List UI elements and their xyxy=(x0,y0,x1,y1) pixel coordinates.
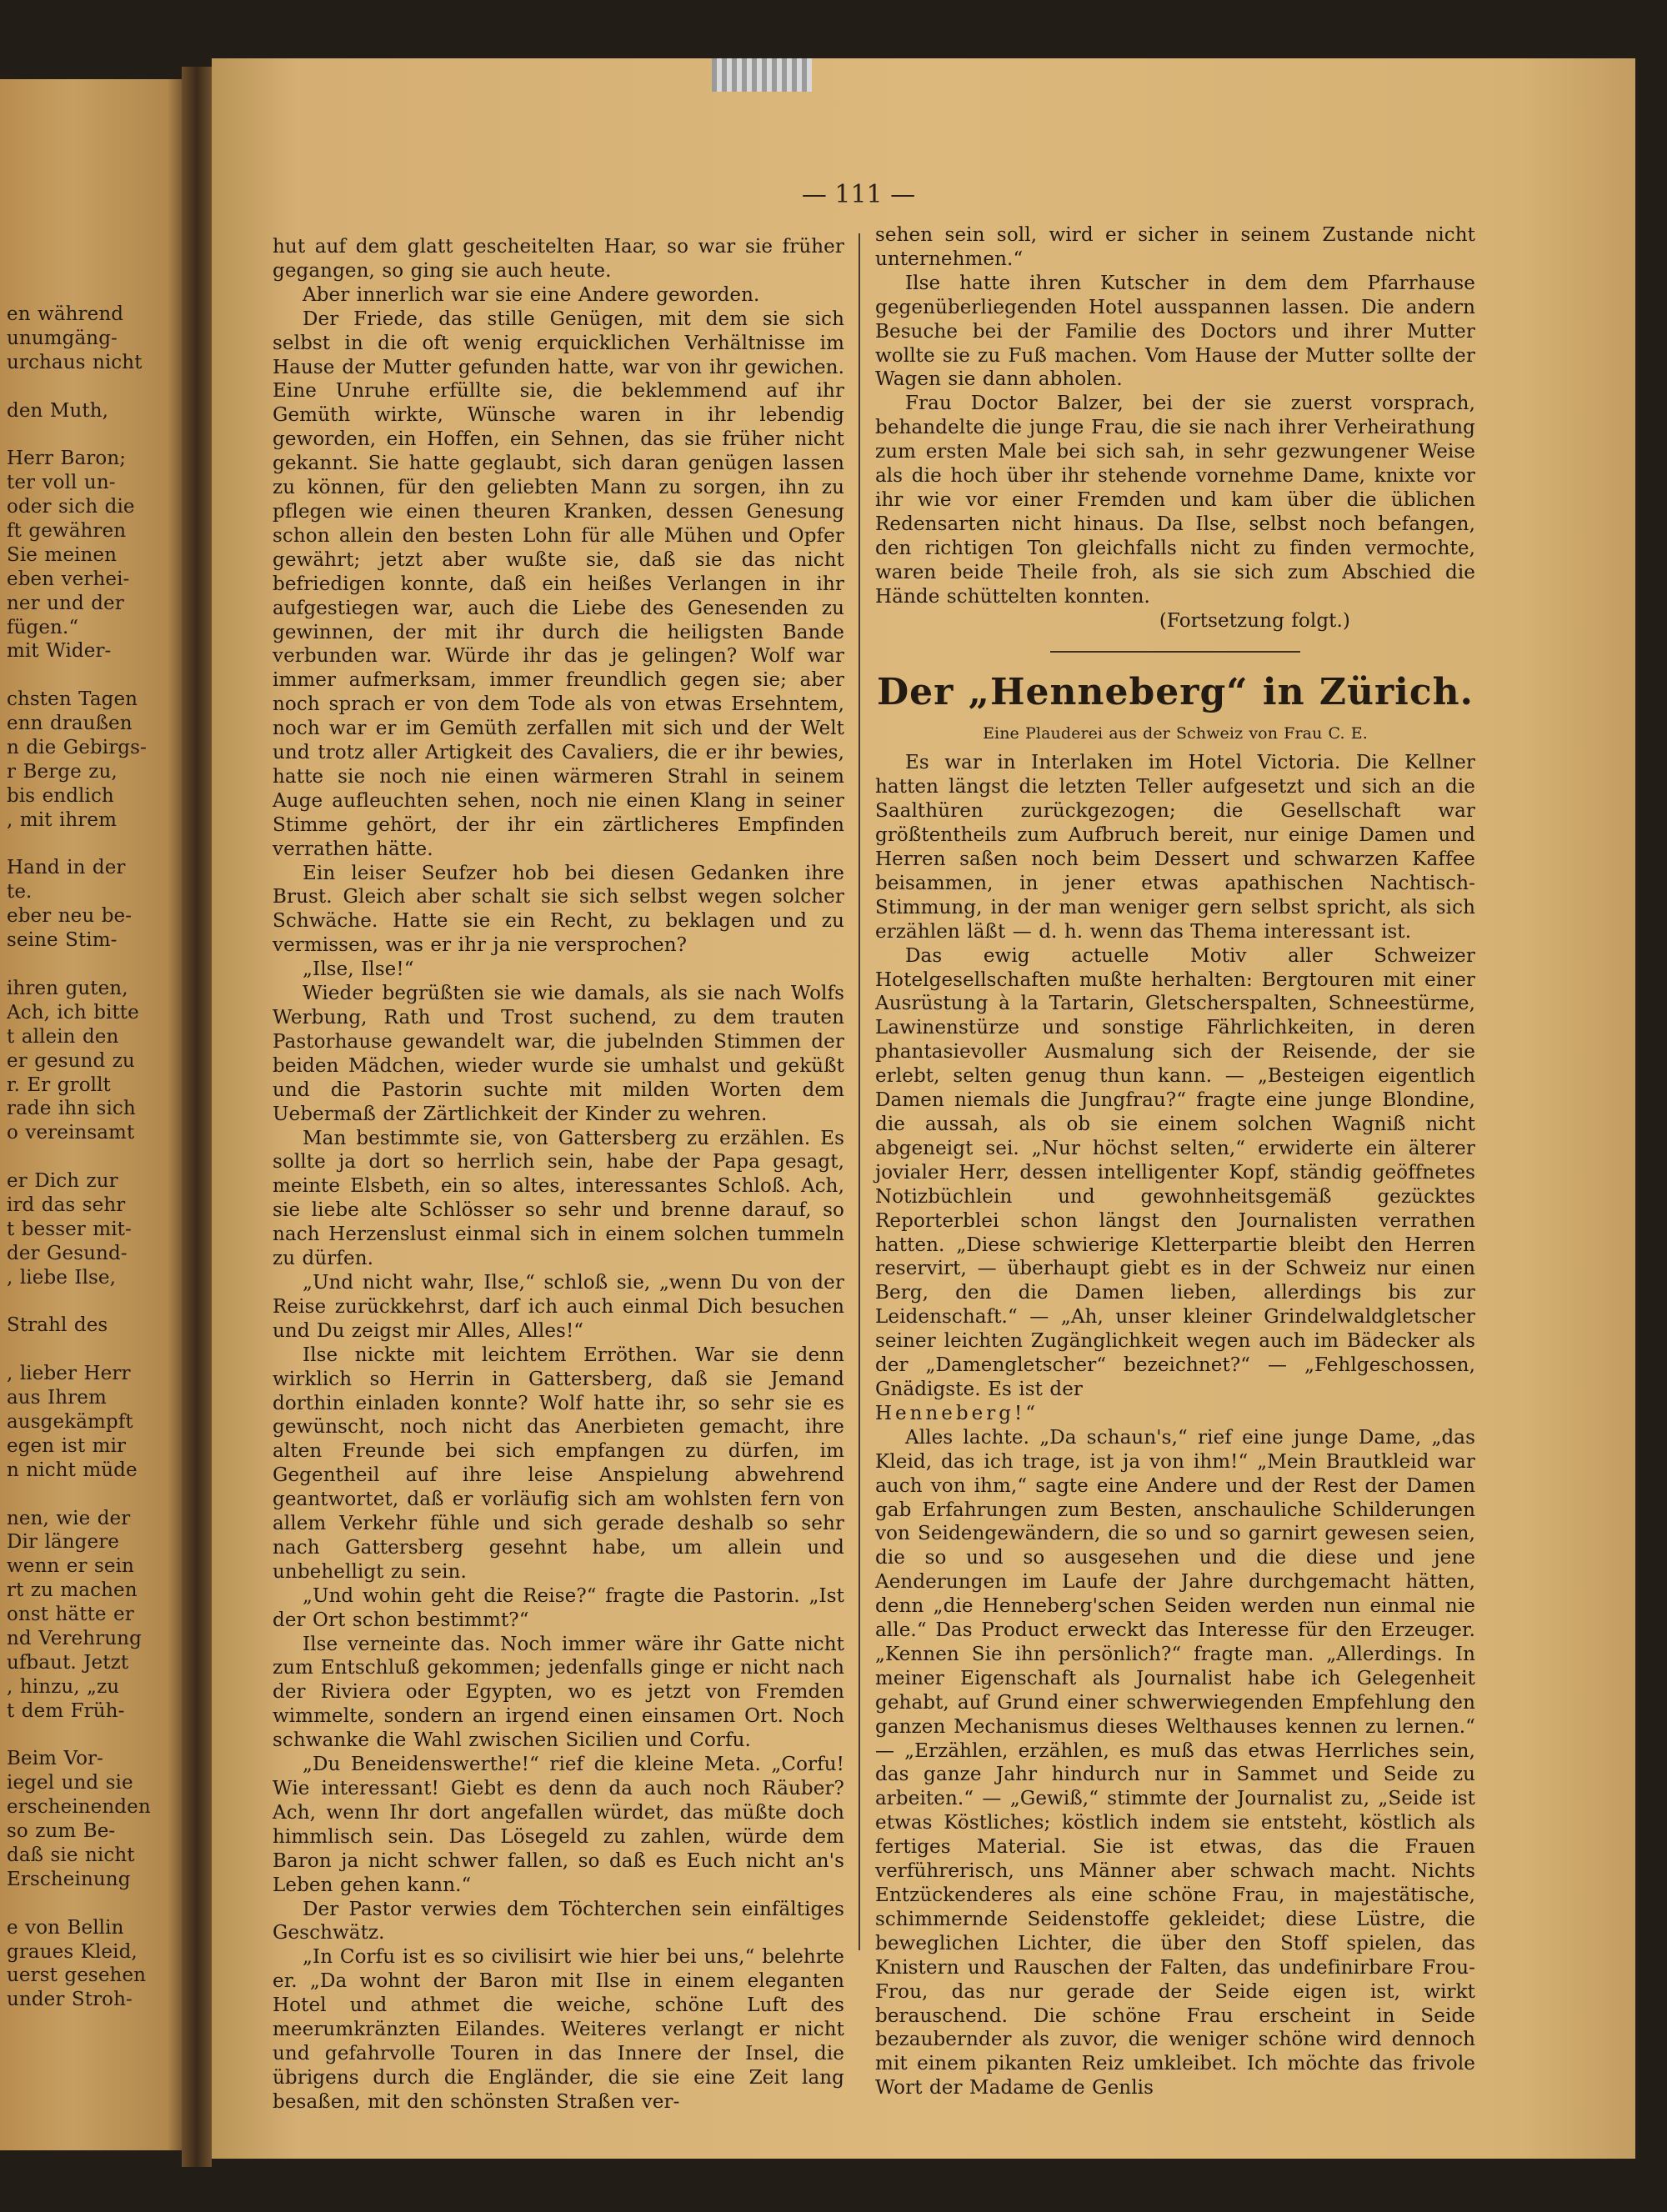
left-fragment-line xyxy=(7,953,169,977)
left-fragment-line xyxy=(7,1724,169,1748)
paragraph: „Und wohin geht die Reise?“ fragte die Pastorin. „Ist der Ort schon bestimmt?“ xyxy=(273,1584,844,1631)
left-fragment-line: chsten Tagen xyxy=(7,688,138,711)
left-fragment-line: o vereinsamt xyxy=(7,1122,135,1144)
left-fragment-line: ird das sehr xyxy=(7,1194,126,1216)
left-fragment-line: t allein den xyxy=(7,1025,119,1048)
left-fragment-line: Erscheinung xyxy=(7,1868,131,1890)
paragraph: Frau Doctor Balzer, bei der sie zuerst vorsprach, behandelte die junge Frau, die sie nach ihrer Verheirathung zum ersten Male bei sich sah, in sehr gezwungener Weise als die hoch über ihr stehende vornehme Dame, knixte vor ihr wie vor einer Fremden und kam über die üblichen Redensarten nicht hinaus. Da Ilse, selbst noch befangen, den richtigen Ton gleichfalls nicht zu finden vermochte, waren beide Theile froh, als sie sich zum Abschied die Hände schüttelten konnten. xyxy=(875,393,1475,608)
left-fragment-line: aus Ihrem xyxy=(7,1387,107,1409)
left-fragment-line: , lieber Herr xyxy=(7,1363,131,1385)
paragraph: Ilse verneinte das. Noch immer wäre ihr Gatte nicht zum Entschluß gekommen; jedenfalls ginge er nicht nach der Riviera oder Egypten, wo es jetzt von Fremden wimmelte, sondern an irgend einen einsamen Ort. Noch schwanke die Wahl zwischen Sicilien und Corfu. xyxy=(273,1633,844,1752)
left-fragment-line: eber neu be- xyxy=(7,905,133,928)
left-fragment-line: erscheinenden xyxy=(7,1796,151,1819)
paragraph: Man bestimmte sie, von Gattersberg zu erzählen. Es sollte ja dort so herrlich sein, habe der Papa gesagt, meinte Elsbeth, ein so altes, interessantes Schloß. Ach, sie liebe alte Schlösser so sehr und brenne darauf, so nach Herzenslust einmal sich in einem solchen tummeln zu dürfen. xyxy=(273,1127,844,1270)
left-fragment-line: ter voll un- xyxy=(7,472,116,494)
left-fragment-line: Hand in der xyxy=(7,857,126,879)
column-right xyxy=(875,223,1475,2100)
left-fragment-line: egen ist mir xyxy=(7,1434,127,1457)
left-fragment-line: te. xyxy=(7,881,33,903)
left-fragment-line: Dir längere xyxy=(7,1531,120,1554)
paragraph: Ilse nickte mit leichtem Erröthen. War sie denn wirklich so Herrin in Gattersberg, daß sie Jemand dorthin einladen konnte? Wolf hatte ihr, so sehr sie es gewünscht, noch nicht das Anerbieten gemacht, ihre alten Freunde bei sich empfangen zu dürfen, im Gegentheil auf ihre leise Anspielung abwehrend geantwortet, daß er vorläufig sich am wohlsten fern von allem Verkehr fühle und sich gerade deshalb so sehr nach Gattersberg gesehnt habe, um allein und unbehelligt zu sein. xyxy=(273,1344,844,1583)
page-number: — 111 — xyxy=(801,180,916,209)
left-fragment-line: , liebe Ilse, xyxy=(7,1266,117,1289)
left-fragment-line xyxy=(7,1338,169,1362)
left-fragment-line: seine Stim- xyxy=(7,929,118,952)
left-fragment-line: under Stroh- xyxy=(7,1989,133,2011)
article-title: Der „Henneberg“ in Zürich. xyxy=(877,671,1474,714)
left-fragment-line: rade ihn sich xyxy=(7,1098,136,1120)
left-fragment-line: nd Verehrung xyxy=(7,1627,142,1649)
left-fragment-line: onst hätte er xyxy=(7,1604,134,1626)
paragraph: „Du Beneidenswerthe!“ rief die kleine Meta. „Corfu! Wie interessant! Giebt es denn da auch noch Räuber? Ach, wenn Ihr dort angefallen würdet, das müßte doch himmlisch sein. Das Lösegeld zu zahlen, würde dem Baron ja nicht schwer fallen, so daß es Euch nicht an's Leben gehen kann.“ xyxy=(273,1754,844,1896)
paragraph: Das ewig actuelle Motiv aller Schweizer Hotelgesellschaften mußte herhalten: Bergtouren mit einer Ausrüstung à la Tartarin, Gletscherspalten, Schneestürme, Lawinenstürze und sonstige Fährlichkeiten, in deren phantasievoller Ausmalung sich der Reisende, der sie erlebt, selten genug thun kann. — „Besteigen eigentlich Damen niemals die Jungfrau?“ fragte eine junge Blondine, die aussah, als ob sie einem solchen Wagniß nicht abgeneigt sei. „Nur höchst selten,“ erwiderte ein älterer jovialer Herr, dessen intelligenter Kopf, ständig geöffnetes Notizbüchlein und gewohnheitsgemäß gezücktes Reporterblei schon längst den Journalisten verrathen hatten. „Diese schwierige Kletterpartie bleibt den Herren reservirt, — überhaupt giebt es in der Schweiz nur einen Berg, den die Damen lieben, allerdings bis zur Leidenschaft.“ — „Ah, unser kleiner Grindelwaldgletscher seiner leichten Zugänglichkeit wegen auch im Bädecker als der „Damengletscher“ bezeichnet?“ — „Fehlgeschossen, Gnädigste. Es ist der xyxy=(875,944,1475,1400)
left-fragment-line: mit Wider- xyxy=(7,640,112,663)
left-fragment-line: ft gewähren xyxy=(7,520,127,543)
left-fragment-line: Ach, ich bitte xyxy=(7,1001,139,1023)
left-fragment-line: uerst gesehen xyxy=(7,1964,147,1987)
left-fragment-line: n die Gebirgs- xyxy=(7,737,147,759)
left-fragment-line: er Dich zur xyxy=(7,1170,118,1193)
left-fragment-line: unumgäng- xyxy=(7,327,118,349)
left-page-fragments xyxy=(7,303,169,2012)
paragraph: Es war in Interlaken im Hotel Victoria. Die Kellner hatten längst die letzten Teller aufgesetzt und sich an die Saalthüren zurückgezogen; die Gesellschaft war größtentheils zum Aufbruch bereit, nur einige Damen und Herren saßen noch beim Dessert und schwarzen Kaffee beisammen, in jener etwas apathischen Nachtisch-Stimmung, in der man weniger gern selbst spricht, als sich erzählen läßt — d. h. wenn das Thema interessant ist. xyxy=(875,752,1475,943)
page-bottom-shadow xyxy=(212,2159,1635,2212)
paragraph: „Und nicht wahr, Ilse,“ schloß sie, „wenn Du von der Reise zurückkehrst, darf ich auch einmal Dich besuchen und Du zeigst mir Alles, Alles!“ xyxy=(273,1271,844,1342)
left-fragment-line: daß sie nicht xyxy=(7,1844,135,1866)
left-fragment-line: er gesund zu xyxy=(7,1049,135,1072)
left-fragment-line xyxy=(7,833,169,857)
left-fragment-line: iegel und sie xyxy=(7,1772,133,1794)
left-fragment-line: e von Bellin xyxy=(7,1916,124,1939)
left-fragment-line: so zum Be- xyxy=(7,1820,116,1843)
continuation-note: (Fortsetzung folgt.) xyxy=(1159,609,1350,632)
clip-mark xyxy=(712,58,812,92)
left-fragment-line: oder sich die xyxy=(7,496,135,518)
left-fragment-line: n nicht müde xyxy=(7,1459,138,1481)
left-fragment-line: t besser mit- xyxy=(7,1218,132,1240)
paragraph: hut auf dem glatt gescheitelten Haar, so war sie früher gegangen, so ging sie auch heute. xyxy=(273,236,844,282)
left-fragment-line: graues Kleid, xyxy=(7,1940,138,1963)
left-fragment-line: ausgekämpft xyxy=(7,1410,133,1433)
left-fragment-line: eben verhei- xyxy=(7,568,130,590)
left-page-edge xyxy=(0,79,182,2150)
section-divider xyxy=(1050,651,1300,653)
left-fragment-line: enn draußen xyxy=(7,713,133,735)
left-fragment-line xyxy=(7,423,169,447)
left-fragment-line: en während xyxy=(7,303,124,325)
paragraph: Ein leiser Seufzer hob bei diesen Gedanken ihre Brust. Gleich aber schalt sie sich selbst wegen solcher Schwäche. Hatte sie ein Recht, zu beklagen und zu vermissen, was er ihr ja nie versprochen? xyxy=(273,862,844,957)
left-fragment-line xyxy=(7,1892,169,1916)
left-fragment-line: fügen.“ xyxy=(7,616,79,638)
paragraph: „In Corfu ist es so civilisirt wie hier bei uns,“ belehrte er. „Da wohnt der Baron mit Ilse in einem eleganten Hotel und athmet die weiche, schöne Luft des meerumkränzten Eilandes. Weiteres verlangt er nicht und gefahrvolle Touren in das Innere der Insel, die übrigens durch die Engländer, die sie eine Zeit lang besaßen, mit den schönsten Straßen ver- xyxy=(273,1946,844,2113)
left-fragment-line: nen, wie der xyxy=(7,1507,131,1529)
column-right-top xyxy=(875,223,1475,609)
left-fragment-line: Herr Baron; xyxy=(7,448,127,470)
spaced-word: Henneberg!“ xyxy=(875,1402,1039,1424)
paragraph: Aber innerlich war sie eine Andere geworden. xyxy=(303,283,760,306)
left-fragment-line xyxy=(7,1483,169,1507)
left-fragment-line: , mit ihrem xyxy=(7,808,118,831)
left-fragment-line: ner und der xyxy=(7,592,124,614)
left-fragment-line: bis endlich xyxy=(7,784,114,807)
left-fragment-line: urchaus nicht xyxy=(7,351,143,373)
left-fragment-line: t dem Früh- xyxy=(7,1699,125,1722)
left-fragment-line: den Muth, xyxy=(7,399,109,422)
paragraph: Alles lachte. „Da schaun's,“ rief eine junge Dame, „das Kleid, das ich trage, ist ja von ihm!“ „Mein Brautkleid war auch von ihm,“ sagte eine Andere und der Rest der Damen gab Erfahrungen zum Besten, anschauliche Schilderungen von Seidengewändern, die so und so garnirt gewesen seien, die so und so ausgesehen und die diese und jene Aenderungen im Laufe der Jahre durchgemacht hätten, denn „die Henneberg'schen Seiden werden nun einmal nie alle.“ Das Product erweckt das Interesse für den Erzeuger. „Kennen Sie ihn persönlich?“ fragte man. „Allerdings. In meiner Eigenschaft als Journalist habe ich Gelegenheit gehabt, auf Grund einer schwerwiegenden Empfehlung den ganzen Mechanismus dieses Welthauses kennen zu lernen.“ — „Erzählen, erzählen, es muß das etwas Herrliches sein, das ganze Jahr hindurch nur in Sammet und Seide zu arbeiten.“ — „Gewiß,“ stimmte der Journalist zu, „Seide ist etwas Köstliches; köstlich indem sie entsteht, köstlich als fertiges Material. Sie ist etwas, das die Frauen verführerisch, uns Männer aber schwach macht. Nichts Entzückenderes als eine schöne Frau, in majestätische, schimmernde Seidenstoffe gekleidet; diese Lüstre, die beweglichen Lichter, die über den Stoff spielen, das Knistern und Rauschen der Falten, das undefinirbare Frou-Frou, das nur gerade der Seide eigen ist, wirkt berauschend. Die schöne Frau erscheint in Seide bezaubernder als zuvor, die weniger schöne wird dennoch mit einem pikanten Reiz umkleibet. Ich möchte das frivole Wort der Madame de Genlis xyxy=(875,1426,1475,2099)
left-fragment-line xyxy=(7,1290,169,1314)
left-fragment-line: r. Er grollt xyxy=(7,1073,111,1096)
article-byline: Eine Plauderei aus der Schweiz von Frau C. E. xyxy=(983,724,1368,743)
left-fragment-line: ufbaut. Jetzt xyxy=(7,1651,129,1674)
article-body xyxy=(875,751,1475,2100)
left-fragment-line: wenn er sein xyxy=(7,1555,134,1578)
paragraph: sehen sein soll, wird er sicher in seinem Zustande nicht unternehmen.“ xyxy=(875,224,1475,270)
paragraph: Ilse hatte ihren Kutscher in dem dem Pfarrhause gegenüberliegenden Hotel ausspannen lassen. Die andern Besuche bei der Familie des Doctors und ihrer Mutter wollte sie zu Fuß machen. Vom Hause der Mutter sollte der Wagen sie dann abholen. xyxy=(875,272,1475,391)
left-fragment-line xyxy=(7,663,169,688)
column-divider xyxy=(859,233,860,1950)
book-gutter xyxy=(182,67,212,2167)
left-fragment-line xyxy=(7,1145,169,1169)
left-fragment-line: Sie meinen xyxy=(7,543,118,566)
paragraph: Der Pastor verwies dem Töchterchen sein einfältiges Geschwätz. xyxy=(273,1898,844,1944)
left-fragment-line xyxy=(7,375,169,399)
left-fragment-line: der Gesund- xyxy=(7,1242,128,1264)
left-fragment-line: r Berge zu, xyxy=(7,760,118,783)
left-fragment-line: Strahl des xyxy=(7,1314,108,1337)
paragraph: „Ilse, Ilse!“ xyxy=(303,958,414,981)
left-fragment-line: ihren guten, xyxy=(7,977,128,999)
paragraph: Wieder begrüßten sie wie damals, als sie nach Wolfs Werbung, Rath und Trost suchend, zu dem trauten Pastorhause gewandelt war, die jubelnden Stimmen der beiden Mädchen, wieder wurde sie umhalst und geküßt und die Pastorin suchte mit milden Worten dem Uebermaß der Zärtlichkeit der Kinder zu wehren. xyxy=(273,983,844,1125)
left-fragment-line: rt zu machen xyxy=(7,1579,138,1602)
left-fragment-line: , hinzu, „zu xyxy=(7,1675,120,1698)
paragraph: Der Friede, das stille Genügen, mit dem sie sich selbst in die oft wenig erquicklichen Verhältnisse im Hause der Mutter gefunden hatte, war von ihr gewichen. Eine Unruhe erfüllte sie, die beklemmend auf ihr Gemüth wirkte, Wünsche waren in ihr lebendig geworden, ein Hoffen, ein Sehnen, das sie früher nicht gekannt. Sie hatte geglaubt, sich daran genügen lassen zu können, für den geliebten Mann zu sorgen, ihn zu pflegen wie einen theuren Kranken, dessen Genesung schon allein den besten Lohn für alle Mühen und Opfer gewährt; jetzt aber wußte sie, daß sie das nicht befriedigen konnte, daß ein heißes Verlangen in ihr aufgestiegen war, auch die Liebe des Genesenden zu gewinnen, der mit ihr durch die heiligsten Bande verbunden war. Würde ihr das je gelingen? Wolf war immer aufmerksam, immer freundlich gegen sie; aber noch sprach er von dem Tode als von etwas Ersehntem, noch war er im Gemüth zerfallen mit sich und der Welt und trotz aller Artigkeit des Cavaliers, die er ihr bewies, hatte sie noch nie einen wärmeren Strahl in seinem Auge aufleuchten sehen, noch nie einen Klang in seiner Stimme gehört, der ihr ein zärtlicheres Empfinden verrathen hätte. xyxy=(273,308,844,860)
left-fragment-line: Beim Vor- xyxy=(7,1748,104,1770)
column-middle xyxy=(273,235,844,2114)
paragraph xyxy=(875,1402,1475,1426)
